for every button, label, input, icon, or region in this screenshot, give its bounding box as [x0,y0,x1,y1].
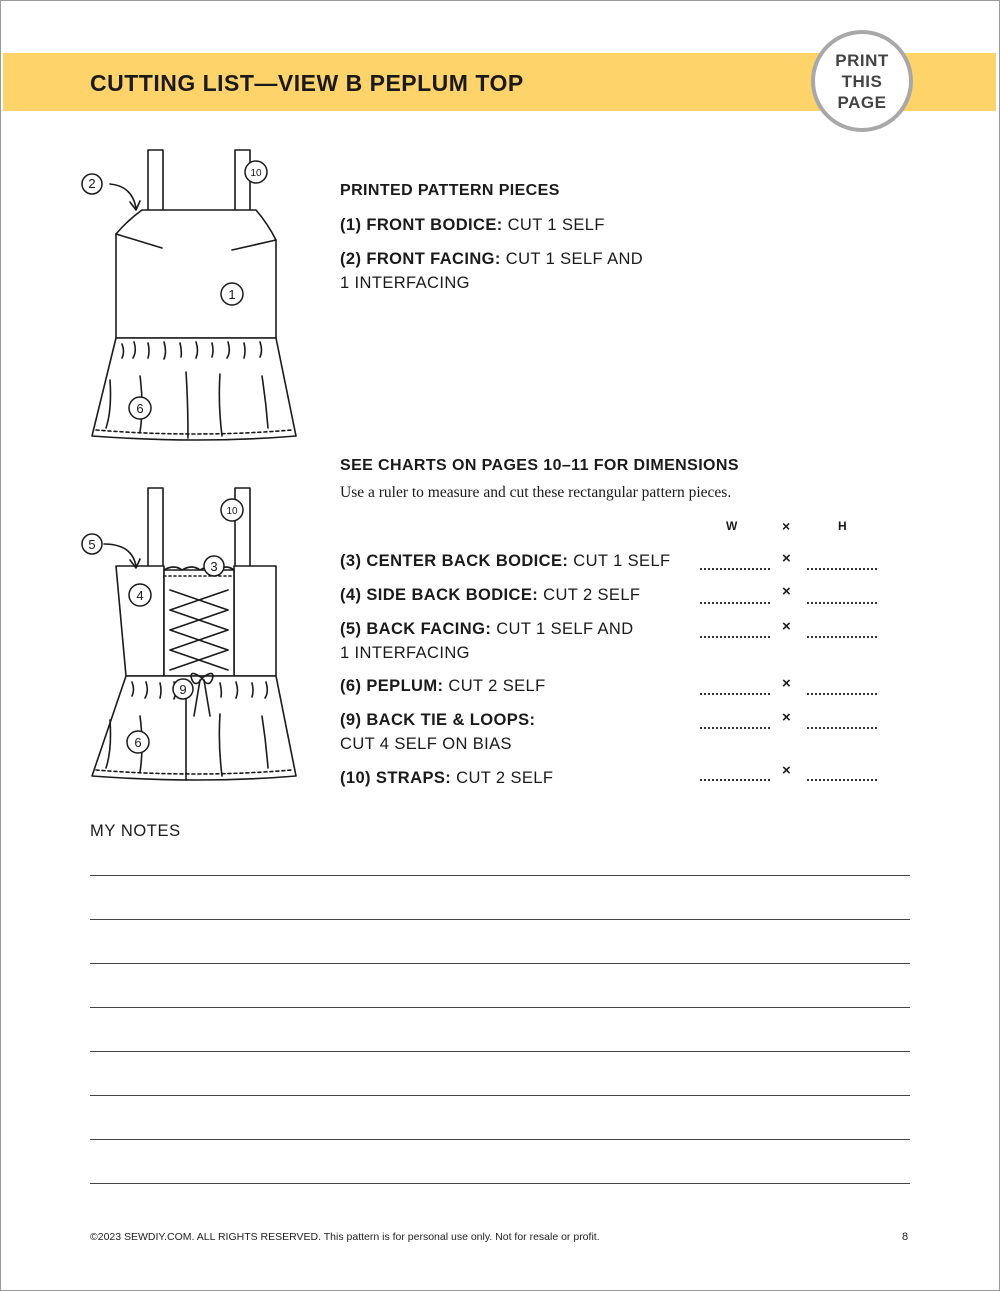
width-field-6[interactable] [700,693,770,695]
col-header-x: × [782,518,791,534]
chart-item-4-text: CUT 2 SELF [543,586,641,604]
chart-item-9 [340,708,535,756]
back-label-5: 5 [88,537,96,552]
front-view-illustration [70,140,330,460]
chart-item-4-label: (4) SIDE BACK BODICE: [340,586,539,604]
front-label-1: 1 [228,287,236,302]
height-field-6[interactable] [807,693,877,695]
notes-label: MY NOTES [90,822,181,840]
note-line[interactable] [90,1183,910,1184]
height-field-9[interactable] [807,727,877,729]
note-line[interactable] [90,963,910,964]
piece-item-2-text2: 1 INTERFACING [340,274,470,292]
col-header-w: W [726,519,738,533]
times-sign-3: × [782,550,791,567]
piece-item-2-label: (2) FRONT FACING: [340,250,501,268]
width-field-10[interactable] [700,779,770,781]
note-line[interactable] [90,875,910,876]
chart-item-4 [340,583,640,607]
printed-pieces-heading: PRINTED PATTERN PIECES [340,182,560,199]
times-sign-5: × [782,618,791,635]
note-line[interactable] [90,1139,910,1140]
times-sign-10: × [782,762,791,779]
chart-item-5-label: (5) BACK FACING: [340,620,492,638]
badge-line-2: THIS [841,71,883,91]
chart-item-3-text: CUT 1 SELF [573,552,671,570]
times-sign-9: × [782,709,791,726]
chart-item-10-label: (10) STRAPS: [340,769,452,787]
width-field-5[interactable] [700,636,770,638]
back-label-4: 4 [136,588,144,603]
chart-item-10 [340,766,553,790]
piece-item-1-label: (1) FRONT BODICE: [340,216,503,234]
badge-line-3: PAGE [837,92,887,112]
width-field-3[interactable] [700,568,770,570]
front-label-10: 10 [250,168,262,179]
back-label-10: 10 [226,506,238,517]
note-line[interactable] [90,1007,910,1008]
chart-item-9-label: (9) BACK TIE & LOOPS: [340,711,536,729]
back-label-6: 6 [134,735,142,750]
charts-subtitle: Use a ruler to measure and cut these rectangular pattern pieces. [340,484,732,501]
piece-item-2-text: CUT 1 SELF AND [505,250,644,268]
back-view-illustration [70,480,330,800]
charts-heading: SEE CHARTS ON PAGES 10–11 FOR DIMENSIONS [340,457,739,474]
times-sign-6: × [782,675,791,692]
col-header-h: H [838,519,847,533]
width-field-4[interactable] [700,602,770,604]
height-field-5[interactable] [807,636,877,638]
chart-item-5-text: CUT 1 SELF AND [496,620,634,638]
badge-line-1: PRINT [835,50,889,70]
piece-item-1 [340,213,605,237]
copyright-footer: ©2023 SEWDIY.COM. ALL RIGHTS RESERVED. This pattern is for personal use only. Not for resale or profit. [90,1231,600,1243]
back-label-3: 3 [210,559,218,574]
chart-item-6-label: (6) PEPLUM: [340,677,444,695]
note-line[interactable] [90,1095,910,1096]
chart-item-5 [340,617,634,665]
piece-item-1-text: CUT 1 SELF [507,216,605,234]
back-label-9: 9 [179,682,187,697]
chart-item-6 [340,674,546,698]
chart-item-6-text: CUT 2 SELF [448,677,546,695]
piece-item-2 [340,247,643,295]
chart-item-3 [340,549,671,573]
chart-item-5-text2: 1 INTERFACING [340,644,470,662]
note-line[interactable] [90,1051,910,1052]
height-field-10[interactable] [807,779,877,781]
chart-item-3-label: (3) CENTER BACK BODICE: [340,552,569,570]
front-label-2: 2 [88,176,96,191]
note-line[interactable] [90,919,910,920]
height-field-4[interactable] [807,602,877,604]
page-number: 8 [902,1231,909,1243]
print-this-page-badge[interactable] [811,30,913,132]
page-title: CUTTING LIST—VIEW B PEPLUM TOP [90,70,524,96]
height-field-3[interactable] [807,568,877,570]
chart-item-9-text2: CUT 4 SELF ON BIAS [340,735,512,753]
width-field-9[interactable] [700,727,770,729]
chart-item-10-text: CUT 2 SELF [456,769,554,787]
times-sign-4: × [782,583,791,600]
front-label-6: 6 [136,401,144,416]
